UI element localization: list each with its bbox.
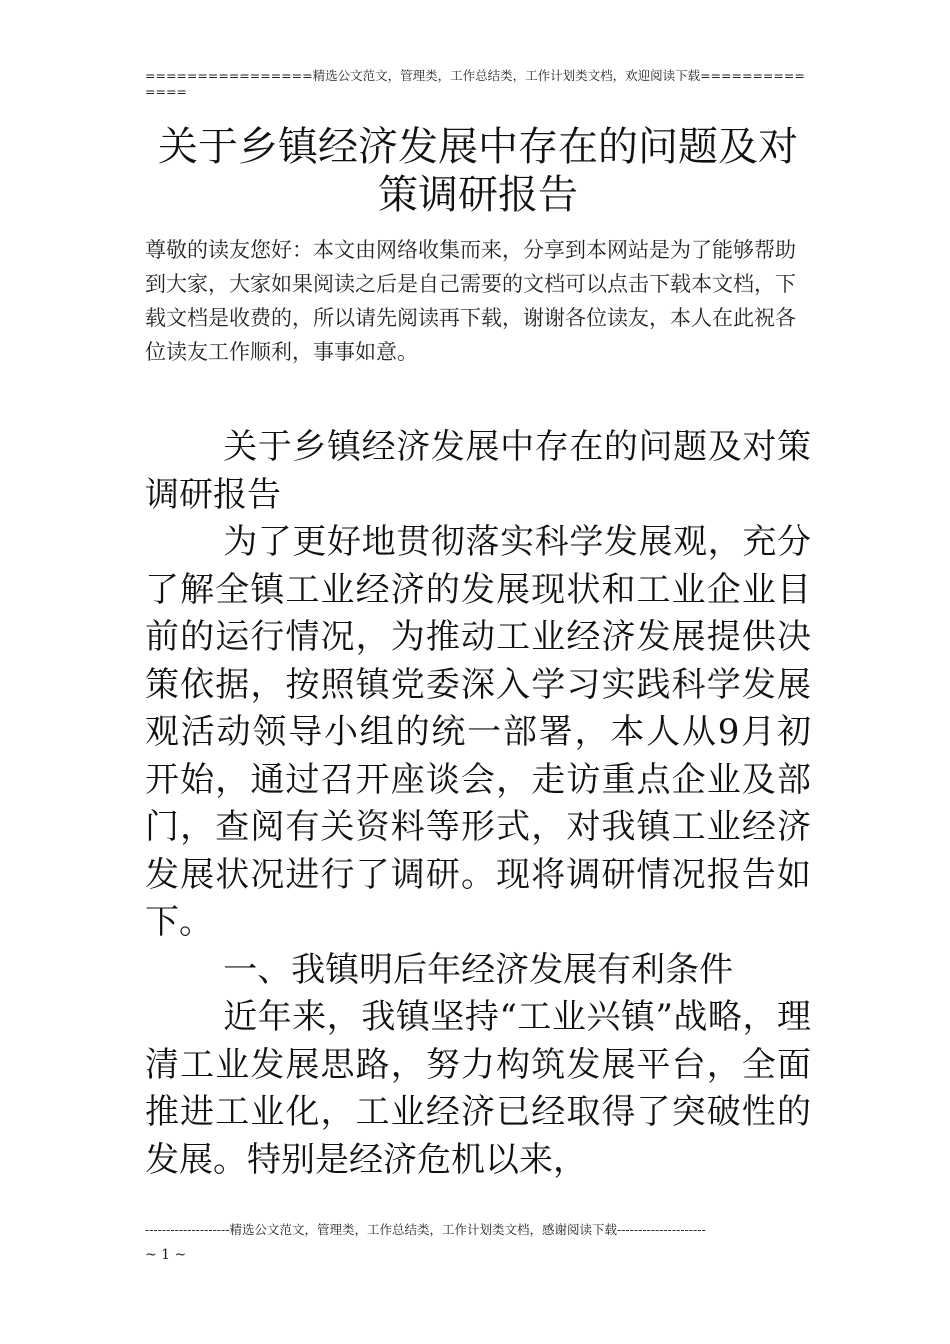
footer-banner: --------------------精选公文范文，管理类，工作总结类，工作计划类文档，感谢阅读下载--------------------- bbox=[145, 1222, 706, 1237]
page-number: ~ 1 ~ bbox=[145, 1247, 187, 1263]
document-body bbox=[145, 424, 811, 1184]
reader-notice: 尊敬的读友您好：本文由网络收集而来，分享到本网站是为了能够帮助到大家，大家如果阅读之后是自己需要的文档可以点击下载本文档，下载文档是收费的，所以请先阅读再下载，谢谢各位读友，本人在此祝各位读友工作顺利，事事如意。 bbox=[145, 238, 796, 364]
body-paragraph-intro: 为了更好地贯彻落实科学发展观，充分了解全镇工业经济的发展现状和工业企业目前的运行情况，为推动工业经济发展提供决策依据，按照镇党委深入学习实践科学发展观活动领导小组的统一部署，本人从9月初开始，通过召开座谈会，走访重点企业及部门，查阅有关资料等形式，对我镇工业经济发展状况进行了调研。现将调研情况报告如下。 bbox=[145, 522, 811, 942]
section-heading-1: 一、我镇明后年经济发展有利条件 bbox=[223, 949, 734, 990]
document-title: 关于乡镇经济发展中存在的问题及对策调研报告 bbox=[158, 124, 798, 218]
body-paragraph-title: 关于乡镇经济发展中存在的问题及对策调研报告 bbox=[145, 427, 811, 515]
header-banner: ================精选公文范文，管理类，工作总结类，工作计划类文档，欢迎阅读下载============== bbox=[145, 68, 805, 99]
body-paragraph-section-1: 近年来，我镇坚持“工业兴镇”战略，理清工业发展思路，努力构筑发展平台，全面推进工业化，工业经济已经取得了突破性的发展。特别是经济危机以来， bbox=[145, 997, 811, 1180]
